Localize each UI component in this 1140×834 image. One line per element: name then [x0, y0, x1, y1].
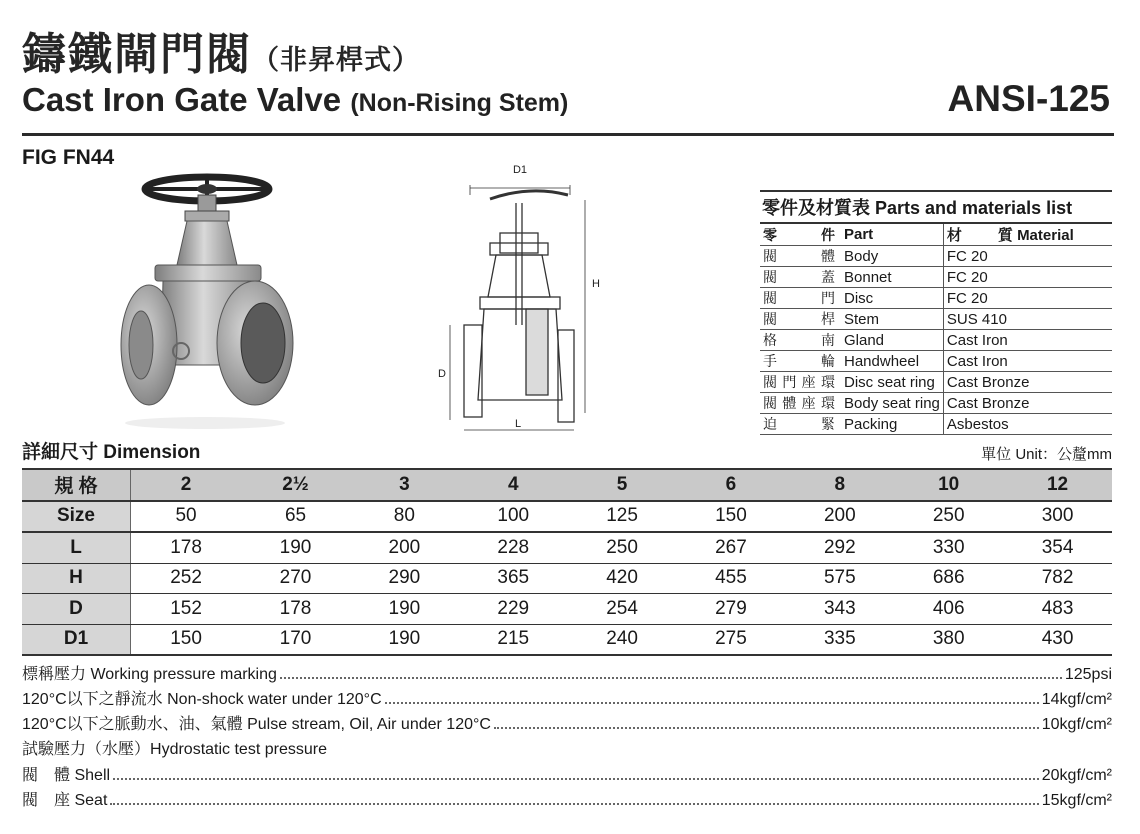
parts-table-header-row — [760, 223, 1112, 246]
dimension-row — [22, 532, 1112, 563]
title-zh-main: 鑄鐵閘門閥 — [22, 29, 252, 80]
title-en-sub: (Non-Rising Stem) — [350, 89, 569, 117]
parts-row — [760, 267, 1112, 288]
dimension-cell: 292 — [785, 532, 894, 563]
parts-materials-table — [760, 190, 1112, 435]
dimension-cell: 200 — [350, 532, 459, 563]
size-header: 10 — [894, 469, 1003, 501]
dimension-header-label: 規 格 — [22, 469, 131, 501]
note-label-en: Hydrostatic test pressure — [150, 741, 327, 758]
parts-col-material — [943, 223, 1112, 246]
note-value: 15kgf/cm² — [1041, 792, 1112, 809]
valve-section-drawing — [430, 155, 610, 440]
parts-row — [760, 309, 1112, 330]
part-material: FC 20 — [943, 288, 1112, 309]
dimension-cell: 228 — [459, 532, 568, 563]
parts-table-title: 零件及材質表 Parts and materials list — [760, 191, 1112, 223]
note-working-pressure — [22, 660, 1112, 684]
dimension-cell: 50 — [131, 501, 242, 533]
dimension-cell: 254 — [568, 594, 677, 625]
note-hydrostatic-test — [22, 735, 1112, 759]
note-value: 14kgf/cm² — [1041, 691, 1112, 708]
part-en: Packing — [841, 414, 943, 435]
dimension-cell: 152 — [131, 594, 242, 625]
parts-col-material-zh: 材質 — [946, 227, 1013, 244]
part-en: Handwheel — [841, 351, 943, 372]
parts-row — [760, 351, 1112, 372]
part-en: Body seat ring — [841, 393, 943, 414]
dimension-cell: 290 — [350, 563, 459, 594]
dimension-cell: 365 — [459, 563, 568, 594]
dimension-cell: 300 — [1003, 501, 1112, 533]
dimension-cell: 354 — [1003, 532, 1112, 563]
part-zh: 閥桿 — [760, 309, 841, 330]
dimension-row-label: D — [22, 594, 131, 625]
dimension-cell: 215 — [459, 624, 568, 655]
dimension-row — [22, 563, 1112, 594]
dimension-cell: 420 — [568, 563, 677, 594]
note-label-en: Seat — [74, 792, 108, 809]
part-zh: 閥門 — [760, 288, 841, 309]
parts-col-part-en: Part — [841, 223, 943, 246]
dot-leader — [385, 701, 1039, 704]
note-label-en: Non-shock water under 120°C — [167, 691, 382, 708]
size-header: 8 — [785, 469, 894, 501]
dimension-cell: 252 — [131, 563, 242, 594]
note-pulse-stream — [22, 710, 1112, 734]
part-zh: 閥體 — [760, 246, 841, 267]
dimension-header-row — [22, 469, 1112, 501]
part-material: Cast Bronze — [943, 372, 1112, 393]
part-zh: 迫緊 — [760, 414, 841, 435]
dimension-row-label: Size — [22, 501, 131, 533]
note-value: 10kgf/cm² — [1041, 716, 1112, 733]
dimension-cell: 250 — [568, 532, 677, 563]
title-zh-sub: （非昇桿式） — [252, 45, 420, 76]
note-label-zh: 閥 體 — [22, 767, 71, 784]
note-non-shock-water — [22, 685, 1112, 709]
dimension-row-label: L — [22, 532, 131, 563]
dot-leader — [110, 802, 1038, 805]
dimension-cell: 178 — [131, 532, 242, 563]
note-label-zh: 閥 座 — [22, 792, 71, 809]
valve-photo — [105, 165, 385, 435]
dot-leader — [280, 676, 1062, 679]
part-zh: 閥蓋 — [760, 267, 841, 288]
size-header: 4 — [459, 469, 568, 501]
dimension-cell: 229 — [459, 594, 568, 625]
dimension-cell: 380 — [894, 624, 1003, 655]
part-en: Bonnet — [841, 267, 943, 288]
size-header: 12 — [1003, 469, 1112, 501]
dimension-cell: 240 — [568, 624, 677, 655]
note-label-en: Pulse stream, Oil, Air under 120°C — [247, 716, 491, 733]
part-en: Body — [841, 246, 943, 267]
size-header: 3 — [350, 469, 459, 501]
parts-col-material-en: Material — [1017, 227, 1074, 244]
note-shell — [22, 761, 1112, 785]
dimension-cell: 250 — [894, 501, 1003, 533]
dimension-cell: 190 — [350, 594, 459, 625]
dimension-table — [22, 468, 1112, 656]
dimension-row-label: D1 — [22, 624, 131, 655]
dim-label-d: D — [438, 368, 446, 380]
part-en: Stem — [841, 309, 943, 330]
parts-col-part-zh: 零件 — [760, 223, 841, 246]
parts-row — [760, 372, 1112, 393]
part-zh: 手輪 — [760, 351, 841, 372]
dot-leader — [113, 777, 1039, 780]
dimension-unit: 單位 Unit：公釐mm — [981, 446, 1112, 463]
parts-row — [760, 330, 1112, 351]
dimension-cell: 686 — [894, 563, 1003, 594]
dimension-cell: 125 — [568, 501, 677, 533]
dimension-cell: 267 — [677, 532, 786, 563]
dimension-cell: 782 — [1003, 563, 1112, 594]
dimension-cell: 65 — [241, 501, 350, 533]
size-header: 2 — [131, 469, 242, 501]
dimension-cell: 279 — [677, 594, 786, 625]
dimension-cell: 190 — [241, 532, 350, 563]
dimension-cell: 200 — [785, 501, 894, 533]
dimension-row — [22, 594, 1112, 625]
standard-label: ANSI-125 — [947, 78, 1110, 119]
dimension-row — [22, 624, 1112, 655]
note-label-en: Working pressure marking — [90, 666, 277, 683]
dimension-cell: 330 — [894, 532, 1003, 563]
note-value: 125psi — [1064, 666, 1112, 683]
title-en-main: Cast Iron Gate Valve — [22, 81, 342, 118]
note-label-en: Shell — [74, 767, 111, 784]
part-material: SUS 410 — [943, 309, 1112, 330]
page-title-en — [22, 81, 568, 119]
dimension-cell: 275 — [677, 624, 786, 655]
dimension-cell: 430 — [1003, 624, 1112, 655]
dimension-cell: 150 — [677, 501, 786, 533]
dim-label-l: L — [514, 418, 522, 430]
part-material: Cast Iron — [943, 330, 1112, 351]
parts-row — [760, 288, 1112, 309]
dimension-cell: 190 — [350, 624, 459, 655]
part-material: Asbestos — [943, 414, 1112, 435]
dimension-cell: 150 — [131, 624, 242, 655]
size-header: 5 — [568, 469, 677, 501]
part-material: FC 20 — [943, 246, 1112, 267]
part-material: Cast Bronze — [943, 393, 1112, 414]
part-en: Disc — [841, 288, 943, 309]
dimension-cell: 100 — [459, 501, 568, 533]
parts-row — [760, 393, 1112, 414]
dimension-cell: 178 — [241, 594, 350, 625]
dimension-cell: 80 — [350, 501, 459, 533]
dim-label-h: H — [592, 278, 600, 290]
dimension-title: 詳細尺寸 Dimension — [22, 442, 201, 463]
note-label-zh: 120°C以下之靜流水 — [22, 691, 163, 708]
note-label-zh: 120°C以下之脈動水、油、氣體 — [22, 716, 243, 733]
note-label-zh: 標稱壓力 — [22, 666, 87, 683]
part-material: Cast Iron — [943, 351, 1112, 372]
part-zh: 閥門座環 — [760, 372, 841, 393]
part-en: Disc seat ring — [841, 372, 943, 393]
part-zh: 格南 — [760, 330, 841, 351]
dimension-cell: 170 — [241, 624, 350, 655]
size-header: 6 — [677, 469, 786, 501]
note-label-zh: 試驗壓力（水壓） — [22, 741, 151, 758]
dimension-cell: 406 — [894, 594, 1003, 625]
size-header: 2½ — [241, 469, 350, 501]
dimension-cell: 575 — [785, 563, 894, 594]
note-value: 20kgf/cm² — [1041, 767, 1112, 784]
figure-label: FIG FN44 — [22, 146, 115, 169]
part-zh: 閥體座環 — [760, 393, 841, 414]
parts-row — [760, 246, 1112, 267]
dimension-cell: 270 — [241, 563, 350, 594]
dimension-cell: 335 — [785, 624, 894, 655]
header-divider — [22, 133, 1114, 136]
dimension-row-label: H — [22, 563, 131, 594]
note-seat — [22, 786, 1112, 810]
dot-leader — [494, 726, 1039, 729]
dim-label-d1: D1 — [512, 164, 528, 176]
part-en: Gland — [841, 330, 943, 351]
part-material: FC 20 — [943, 267, 1112, 288]
page-title-zh — [22, 18, 420, 82]
dimension-cell: 483 — [1003, 594, 1112, 625]
parts-row — [760, 414, 1112, 435]
dimension-cell: 343 — [785, 594, 894, 625]
dimension-cell: 455 — [677, 563, 786, 594]
dimension-row — [22, 501, 1112, 533]
